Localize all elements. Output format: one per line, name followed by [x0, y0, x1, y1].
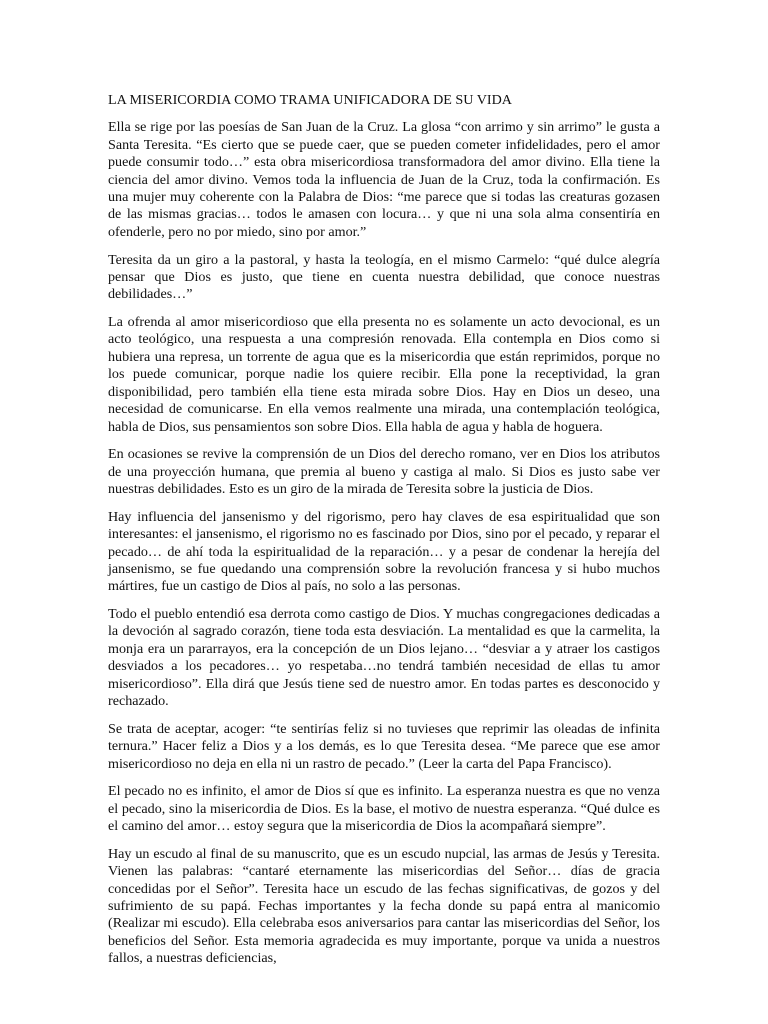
paragraph-1: Ella se rige por las poesías de San Juan de la Cruz. La glosa “con arrimo y sin arrimo” le gusta a Santa Teresita. “Es cierto que se puede caer, que se pueden cometer infidelidades, pero el amor puede consumir todo…” esta obra misericordiosa transformadora del amor divino. Ella tiene la ciencia del amor divino. Vemos toda la influencia de Juan de la Cruz, toda la confirmación. Es una mujer muy coherente con la Palabra de Dios: “me parece que si todas las creaturas gozasen de las mismas gracias… todos le amasen con locura… y que ni una sola alma consentiría en ofenderle, pero no por miedo, sino por amor.” [108, 119, 660, 240]
document-page [108, 92, 660, 978]
paragraph-3: La ofrenda al amor misericordioso que ella presenta no es solamente un acto devocional, es un acto teológico, una respuesta a una compresión renovada. Ella contempla en Dios como si hubiera una represa, un torrente de agua que es la misericordia que están reprimidos, porque no los puede comunicar, porque nadie los quiere recibir. Ella pone la receptividad, la gran disponibilidad, pero también ella tiene esta mirada sobre Dios. Hay en Dios un deseo, una necesidad de comunicarse. En ella vemos realmente una mirada, una contemplación teológica, habla de Dios, sus pensamientos son sobre Dios. Ella habla de agua y habla de hoguera. [108, 314, 660, 435]
paragraph-6: Todo el pueblo entendió esa derrota como castigo de Dios. Y muchas congregaciones dedicadas a la devoción al sagrado corazón, tiene toda esta desviación. La mentalidad es que la carmelita, la monja era un pararrayos, era la concepción de un Dios lejano… “desviar a y atraer los castigos desviados a los pecadores… yo respetaba…no tendrá también necesidad de ellas tu amor misericordioso”. Ella dirá que Jesús tiene sed de nuestro amor. En todas partes es desconocido y rechazado. [108, 606, 660, 710]
paragraph-8: El pecado no es infinito, el amor de Dios sí que es infinito. La esperanza nuestra es que no venza el pecado, sino la misericordia de Dios. Es la base, el motivo de nuestra esperanza. “Qué dulce es el camino del amor… estoy segura que la misericordia de Dios la acompañará siempre”. [108, 783, 660, 835]
document-title: LA MISERICORDIA COMO TRAMA UNIFICADORA DE SU VIDA [108, 92, 512, 108]
paragraph-4: En ocasiones se revive la comprensión de un Dios del derecho romano, ver en Dios los atributos de una proyección humana, que premia al bueno y castiga al malo. Si Dios es justo sabe ver nuestras debilidades. Esto es un giro de la mirada de Teresita sobre la justicia de Dios. [108, 446, 660, 498]
paragraph-5: Hay influencia del jansenismo y del rigorismo, pero hay claves de esa espiritualidad que son interesantes: el jansenismo, el rigorismo no es fascinado por Dios, sino por el pecado, y reparar el pecado… de ahí toda la espiritualidad de la reparación… y a pesar de condenar la herejía del jansenismo, se fue quedando una comprensión sobre la revolución francesa y si hubo muchos mártires, fue un castigo de Dios al país, no solo a las personas. [108, 508, 660, 595]
paragraph-9: Hay un escudo al final de su manuscrito, que es un escudo nupcial, las armas de Jesús y Teresita. Vienen las palabras: “cantaré eternamente las misericordias del Señor… días de gracia concedidas por el Señor”. Teresita hace un escudo de las fechas significativas, de gozos y del sufrimiento de su papá. Fechas importantes y la fecha donde su papá entra al manicomio (Realizar mi escudo). Ella celebraba esos aniversarios para cantar las misericordias del Señor, los beneficios del Señor. Esta memoria agradecida es muy importante, porque va unida a nuestros fallos, a nuestras deficiencias, [108, 845, 660, 967]
paragraph-7: Se trata de aceptar, acoger: “te sentirías feliz si no tuvieses que reprimir las oleadas de infinita ternura.” Hacer feliz a Dios y a los demás, es lo que Teresita desea. “Me parece que ese amor misericordioso no deja en ella ni un rastro de pecado.” (Leer la carta del Papa Francisco). [108, 720, 660, 772]
paragraph-2: Teresita da un giro a la pastoral, y hasta la teología, en el mismo Carmelo: “qué dulce alegría pensar que Dios es justo, que tiene en cuenta nuestra debilidad, que conoce nuestras debilidades…” [108, 251, 660, 303]
